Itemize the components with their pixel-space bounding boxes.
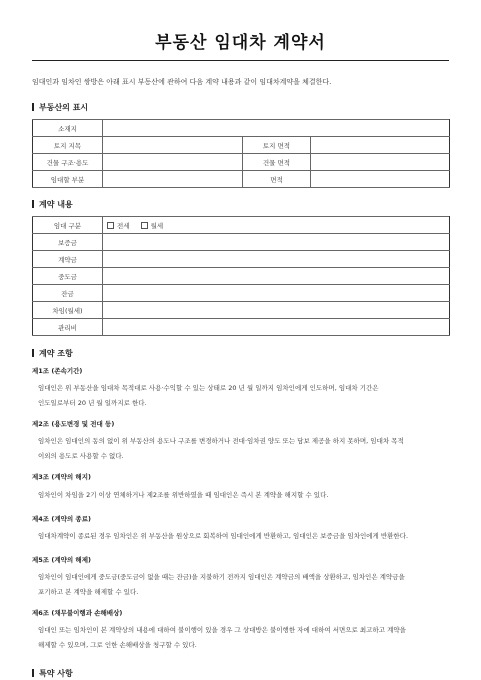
building-area-field[interactable]	[311, 154, 450, 171]
land-type-label: 토지 지목	[33, 137, 103, 154]
contract-section-heading: 계약 내용	[32, 199, 73, 210]
article-1-body	[38, 381, 438, 411]
wolse-label: 월세	[150, 221, 164, 230]
article-4-body	[38, 529, 438, 544]
wolse-option[interactable]	[141, 222, 164, 230]
table-row	[33, 154, 450, 171]
article-2-line-2: 이외의 용도로 사용할 수 없다.	[38, 452, 124, 460]
contract-table	[32, 216, 450, 336]
monthly-rent-label: 차임(월세)	[33, 302, 103, 319]
lease-type-options	[103, 217, 450, 234]
article-5-line-2: 포기하고 본 계약을 해제할 수 있다.	[38, 588, 139, 596]
building-label: 건물 구조·용도	[33, 154, 103, 171]
maintenance-fee-label: 관리비	[33, 319, 103, 336]
table-row	[33, 268, 450, 285]
jeonse-checkbox[interactable]	[107, 222, 114, 229]
table-row	[33, 120, 450, 137]
property-table	[32, 119, 450, 188]
document-title: 부동산 임대차 계약서	[155, 33, 326, 53]
article-2-title: 제2조 (용도변경 및 전대 등)	[32, 420, 115, 428]
land-area-field[interactable]	[311, 137, 450, 154]
title-divider	[32, 60, 449, 61]
table-row	[33, 217, 450, 234]
article-6-body	[38, 623, 438, 653]
maintenance-fee-field[interactable]	[103, 319, 450, 336]
article-6-title: 제6조 (채무불이행과 손해배상)	[32, 609, 123, 617]
article-4-line-1: 임대차계약이 종료된 경우 임차인은 위 부동산을 원상으로 회복하여 임대인에게 반환하고, 임대인은 보증금을 임차인에게 반환한다.	[38, 532, 409, 540]
article-4-title: 제4조 (계약의 종료)	[32, 515, 91, 523]
balance-field[interactable]	[103, 285, 450, 302]
interim-payment-label: 중도금	[33, 268, 103, 285]
wolse-checkbox[interactable]	[141, 222, 148, 229]
area-field[interactable]	[311, 171, 450, 188]
down-payment-field[interactable]	[103, 251, 450, 268]
down-payment-label: 계약금	[33, 251, 103, 268]
article-3-title: 제3조 (계약의 해지)	[32, 473, 91, 481]
article-5-line-1: 임차인이 임대인에게 중도금(중도금이 없을 때는 잔금)을 지불하기 전까지 임대인은 계약금의 배액을 상환하고, 임차인은 계약금을	[38, 573, 405, 581]
table-row	[33, 285, 450, 302]
building-field[interactable]	[103, 154, 243, 171]
lease-type-label: 임대 구분	[33, 217, 103, 234]
property-section-heading: 부동산의 표시	[32, 102, 88, 113]
land-type-field[interactable]	[103, 137, 243, 154]
deposit-label: 보증금	[33, 234, 103, 251]
address-label: 소재지	[33, 120, 103, 137]
jeonse-option[interactable]	[107, 222, 130, 230]
land-area-label: 토지 면적	[243, 137, 311, 154]
article-1-title: 제1조 (존속기간)	[32, 367, 83, 375]
table-row	[33, 251, 450, 268]
deposit-field[interactable]	[103, 234, 450, 251]
leased-part-field[interactable]	[103, 171, 243, 188]
article-1-line-2: 인도일로부터 20 년 월 일까지로 한다.	[38, 399, 147, 407]
leased-part-label: 임대할 부분	[33, 171, 103, 188]
article-5-body	[38, 570, 438, 600]
table-row	[33, 234, 450, 251]
monthly-rent-field[interactable]	[103, 302, 450, 319]
table-row	[33, 319, 450, 336]
article-2-body	[38, 434, 438, 464]
article-6-line-1: 임대인 또는 임차인이 본 계약상의 내용에 대하여 불이행이 있을 경우 그 상대방은 불이행한 자에 대하여 서면으로 최고하고 계약을	[38, 626, 406, 634]
interim-payment-field[interactable]	[103, 268, 450, 285]
jeonse-label: 전세	[117, 221, 130, 230]
area-label: 면적	[243, 171, 311, 188]
building-area-label: 건물 면적	[243, 154, 311, 171]
article-3-line-1: 임차인이 차임을 2기 이상 연체하거나 제2조를 위반하였을 때 임대인은 즉시 본 계약을 해지할 수 있다.	[38, 491, 329, 499]
article-5-title: 제5조 (계약의 해제)	[32, 556, 91, 564]
article-1-line-1: 임대인은 위 부동산을 임대차 목적대로 사용·수익할 수 있는 상태로 20 년 월 일까지 임차인에게 인도하며, 임대차 기간은	[38, 384, 379, 392]
article-6-line-2: 해제할 수 있으며, 그로 인한 손해배상을 청구할 수 있다.	[38, 641, 197, 649]
article-2-line-1: 임차인은 임대인의 동의 없이 위 부동산의 용도나 구조를 변경하거나 전대·임차권 양도 또는 담보 제공을 하지 못하며, 임대차 목적	[38, 437, 404, 445]
article-3-body	[38, 488, 438, 503]
intro-text: 임대인과 임차인 쌍방은 아래 표시 부동산에 관하여 다음 계약 내용과 같이 임대차계약을 체결한다.	[32, 78, 332, 86]
table-row	[33, 302, 450, 319]
special-terms-heading: 특약 사항	[32, 668, 73, 679]
table-row	[33, 171, 450, 188]
table-row	[33, 137, 450, 154]
address-field[interactable]	[103, 120, 450, 137]
terms-section-heading: 계약 조항	[32, 348, 73, 359]
balance-label: 잔금	[33, 285, 103, 302]
